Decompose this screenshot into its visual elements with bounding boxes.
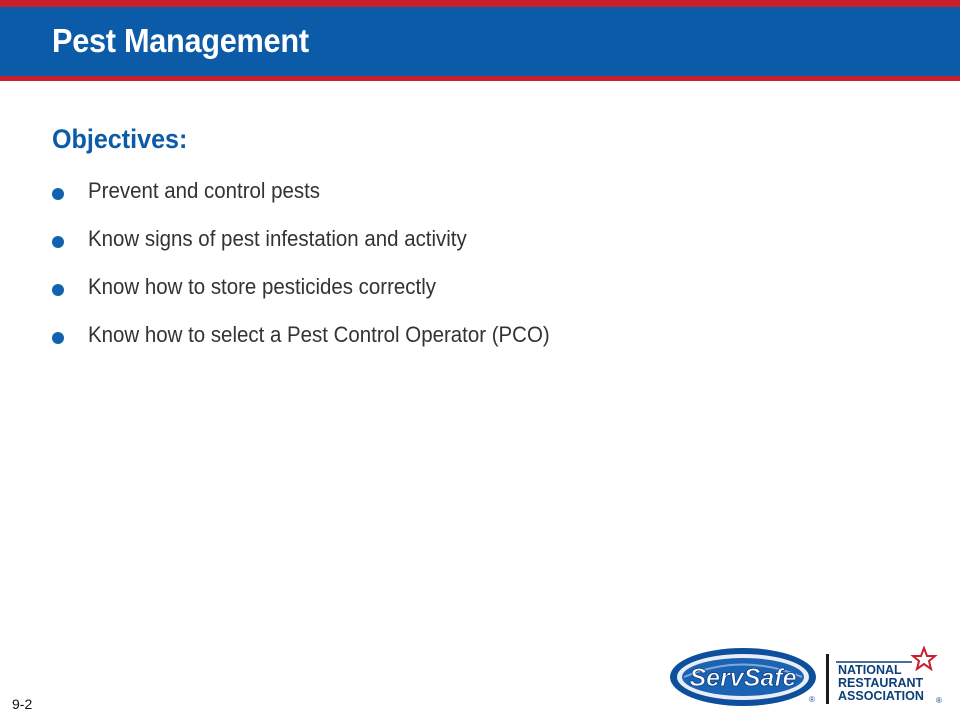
bullet-icon bbox=[52, 284, 64, 296]
star-icon bbox=[913, 648, 935, 669]
bottom-red-stripe bbox=[0, 76, 960, 81]
list-item bbox=[52, 272, 608, 301]
list-item bbox=[52, 176, 608, 205]
servsafe-logo-text: ServSafe bbox=[689, 664, 797, 692]
bullet-icon bbox=[52, 236, 64, 248]
list-item bbox=[52, 320, 608, 349]
objectives-heading: Objectives: bbox=[52, 124, 188, 154]
logo-divider bbox=[826, 654, 829, 704]
bullet-icon bbox=[52, 188, 64, 200]
list-item bbox=[52, 224, 608, 253]
list-item-text: Know how to select a Pest Control Operator (PCO) bbox=[88, 322, 550, 347]
list-item-text: Know signs of pest infestation and activity bbox=[88, 226, 467, 251]
bullet-icon bbox=[52, 332, 64, 344]
list-item-text: Prevent and control pests bbox=[88, 178, 321, 203]
nra-line-2: RESTAURANT bbox=[838, 676, 924, 690]
slide-title: Pest Management bbox=[52, 22, 309, 59]
national-restaurant-association-logo bbox=[836, 646, 948, 708]
svg-text:®: ® bbox=[936, 696, 942, 705]
nra-line-1: NATIONAL bbox=[838, 663, 902, 677]
nra-line-3: ASSOCIATION bbox=[838, 689, 924, 703]
page-number: 9-2 bbox=[12, 696, 33, 712]
svg-text:®: ® bbox=[809, 695, 815, 704]
servsafe-logo bbox=[668, 646, 818, 708]
top-red-stripe bbox=[0, 0, 960, 7]
list-item-text: Know how to store pesticides correctly bbox=[88, 274, 436, 299]
